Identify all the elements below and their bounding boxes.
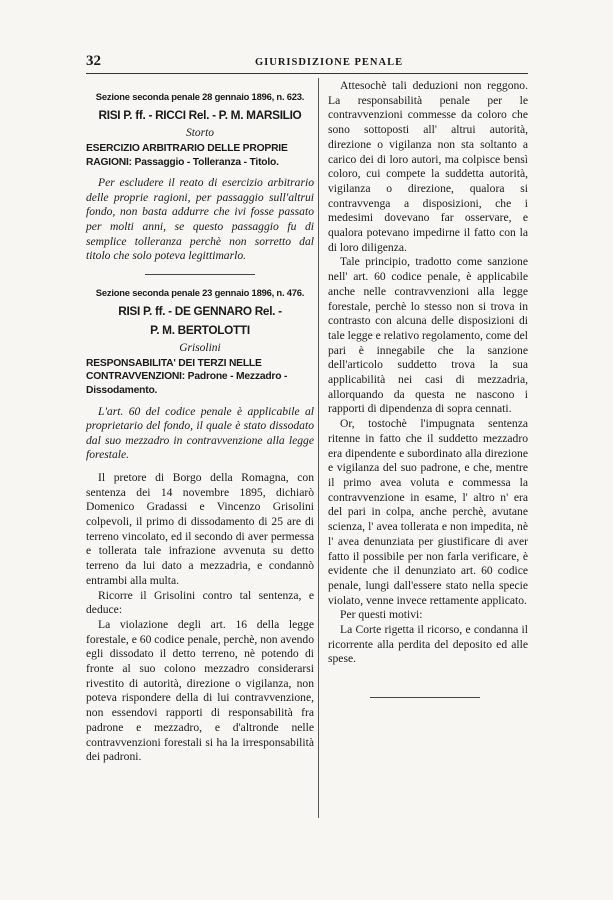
right-column [328,79,528,667]
case2-reasoning-1: Attesochè tali deduzioni non reggono. La responsabilità penale per le contravvenzioni commesse da coloro che sono sottoposti all' altrui autorità, direzione o vigilanza non sta soltanto a carico dei di loro autori, ma colpisce bensì coloro, cui compete la suddetta autorità, vigilanza o direzione, qualora si contravvenga a disposizioni, che i medesimi dovevano far osservare, e qualora potevano impedirne il fatto con la di loro diligenza. [328,79,528,254]
case2-motives: Per questi motivi: [340,608,423,622]
case1-parties: RISI P. ff. - RICCI Rel. - P. M. MARSILIO [98,108,302,122]
case2-defendant: Grisolini [179,341,221,354]
header-rule [86,73,528,74]
left-column [86,79,314,765]
case1-citation: Sezione seconda penale 28 gennaio 1896, n. 623. [95,91,305,102]
case2-appeal: Ricorre il Grisolini contro tal sentenza, e deduce: [86,588,314,617]
page-number: 32 [86,53,101,69]
running-head: GIURISDIZIONE PENALE [255,57,404,68]
case-separator [145,274,255,275]
case2-reasoning-2: Tale principio, tradotto come sanzione nell' art. 60 codice penale, è applicabile anche nelle contravvenzioni alla legge forestale, perchè lo stesso non si trova in contrasto con alcuna delle disposizioni di tale legge e relativo regolamento, come del pari è innegabile che la sanzione dell'articolo suddetto trova la sua applicabilità nei casi di mezzadria, allorquando da questa ne nascono i rapporti di dipendenza di sopra cennati. [328,255,528,416]
case2-citation: Sezione seconda penale 23 gennaio 1896, n. 476. [95,286,305,298]
case2-facts: Il pretore di Borgo della Romagna, con sentenza dei 14 novembre 1895, dichiarò Domenico Gradassi e Vincenzo Grisolini colpevoli, il primo di dissodamento di 25 are di terreno vincolato, ed il secondo di aver permessa e tollerata tale infrazione avvenuta su detto terreno da lui dato a mezzadria, e condannò entrambi alla multa. [86,470,314,587]
end-rule [370,697,480,698]
case2-parties-line2: P. M. BERTOLOTTI [150,322,250,337]
case1-defendant: Storto [185,127,215,139]
case2-maxim: L'art. 60 del codice penale è applicabile al proprietario del fondo, il quale è stato dissodato dal suo mezzadro in contravvenzione alla legge forestale. [86,404,314,462]
case2-decision: La Corte rigetta il ricorso, e condanna il ricorrente alla perdita del deposito ed alle spese. [328,623,528,666]
case1-maxim: Per escludere il reato di esercizio arbitrario delle proprie ragioni, per passaggio sull'altrui fondo, non basta addurre che ivi fosse passato per molti anni, se questo passaggio fu di semplice tolleranza perchè non sorretto dal titolo che solo poteva legittimarlo. [86,176,314,263]
case2-parties-line1: RISI P. ff. - DE GENNARO Rel. - [118,303,282,318]
case1-subject: ESERCIZIO ARBITRARIO DELLE PROPRIE RAGIONI: Passaggio - Tolleranza - Titolo. [86,143,288,168]
column-divider [318,78,319,818]
case2-reasoning-3: Or, tostochè l'impugnata sentenza ritenne in fatto che il suddetto mezzadro era dipendente e subordinato alla direzione e vigilanza del suo padrone, e che, mentre il primo avea voluta e commessa la contravvenzione in esame, l' altro n' era del pari in colpa, anche perchè, avutane scienza, l' avea tollerata e non impedita, nè l' avea denunziata per giustificare di aver fatto il possibile per non farla verificare, è evidente che il denunziato art. 60 codice penale, lungi dall'essere stato nella specie violato, venne invece rettamente applicato. [328,417,528,607]
case2-argument: La violazione degli art. 16 della legge forestale, e 60 codice penale, perchè, non avendo egli dissodato il detto terreno, nè potendo di fronte al suo colono mezzadro considerarsi rivestito di autorità, direzione o vigilanza, non poteva rispondere della di lui contravvenzione, non essendovi rapporti di responsabilità fra padrone e mezzadro, e d'altronde nelle contravvenzioni forestali si ha la irresponsabilità dei padroni. [86,617,314,764]
case2-subject: RESPONSABILITA' DEI TERZI NELLE CONTRAVVENZIONI: Padrone - Mezzadro - Dissodamento. [86,357,288,396]
